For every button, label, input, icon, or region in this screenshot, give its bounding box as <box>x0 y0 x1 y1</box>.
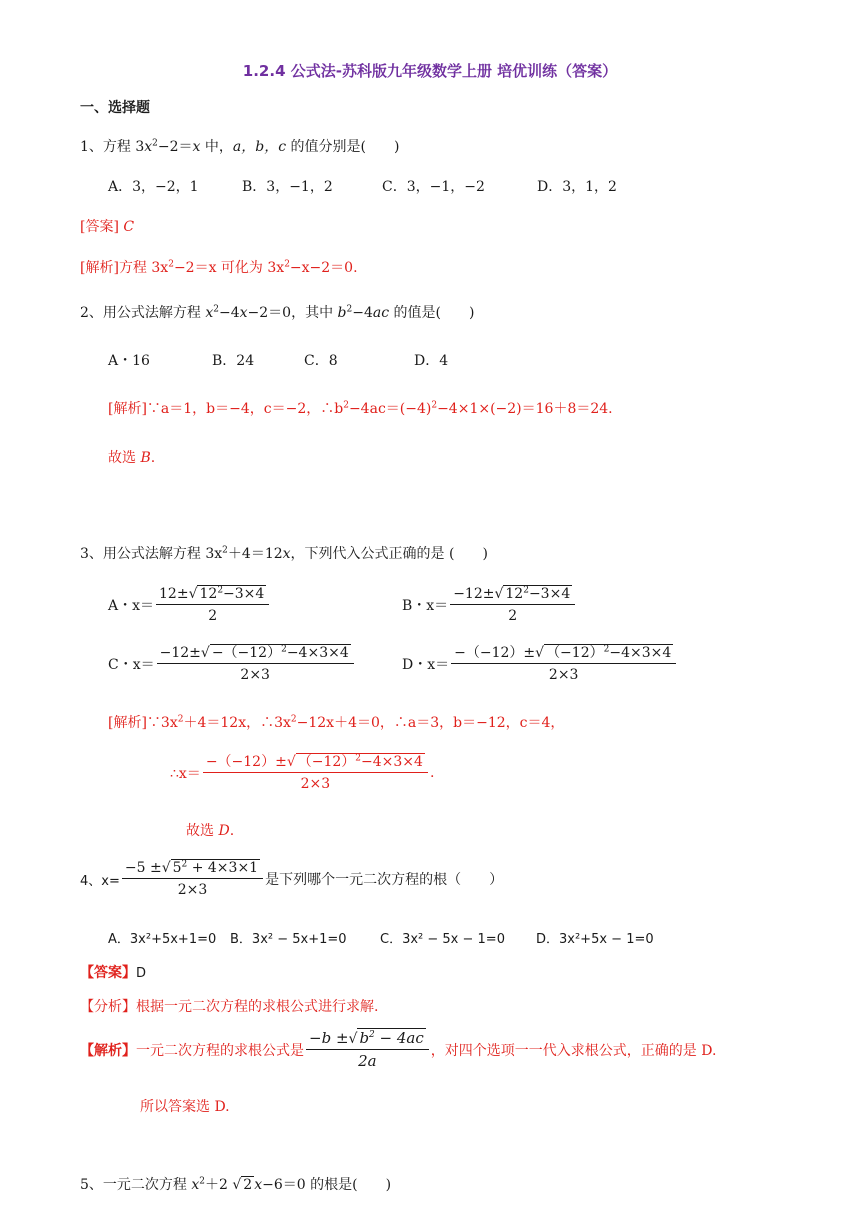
question-5-stem: 5、一元二次方程 $x^2+2$ √ 2 x−6＝0 的根是( ) <box>80 1176 392 1193</box>
question-1-answer: [答案] C <box>80 219 135 235</box>
question-3-analysis: [解析]$\because 3x^2+4=12x$，$\therefore 3x^2-12x+4=0$，∴a＝3，b＝−12，c＝4， <box>108 714 565 731</box>
question-3-option-c: C・x＝ $\frac{-12\pm√ -(-12)^2-4\times 3\times 4}{2\times 3}$ <box>108 645 356 683</box>
question-4-stem: 4、x= $\frac{-5 \pm√ 5^2 + 4\times 3\times 1}{2\times 3}$ 是下列哪个一元二次方程的根（ ） <box>80 859 504 898</box>
question-1-options <box>108 176 617 196</box>
question-4-options <box>108 928 654 947</box>
option-b: B．3x² − 5x+1=0 <box>230 932 347 947</box>
question-2-analysis: [解析]∵a＝1，b＝−4，c＝−2，$\therefore b^2-4ac=(-4)^2-4\times 1\times(-2)=16+8=24$. <box>108 400 613 417</box>
question-4-analysis: 【分析】根据一元二次方程的求根公式进行求解. <box>80 999 379 1015</box>
question-3-option-a: A・x＝ $\frac{12\pm√ 12^2-3\times 4}{2}$ <box>108 586 271 624</box>
option-d: D．4 <box>414 353 449 369</box>
section-heading: 一、选择题 <box>80 100 150 116</box>
option-d: D．3，1，2 <box>537 179 617 195</box>
question-3-choice: 故选 D. <box>186 823 235 839</box>
option-c: C．8 <box>304 353 338 369</box>
option-a: A．3x²+5x+1=0 <box>108 932 217 947</box>
question-2-stem: 2、用公式法解方程 $x^2-4x-2=0$，其中 $b^2-4ac$ 的值是( ) <box>80 304 475 321</box>
option-a: A・16 <box>108 353 150 369</box>
question-3-option-b: B・x＝ $\frac{-12\pm√ 12^2-3\times 4}{2}$ <box>402 586 577 624</box>
question-3-stem: 3、用公式法解方程 $3x^2+4=12x$，下列代入公式正确的是 ( ) <box>80 545 488 562</box>
option-a: A．3，−2，1 <box>108 179 199 195</box>
question-3-option-d: D・x＝ $\frac{-(-12)\pm√ (-12)^2-4\times 3\times 4}{2\times 3}$ <box>402 645 678 683</box>
question-3-formula: ∴x＝ $\frac{-(-12)\pm√ (-12)^2-4\times 3\times 4}{2\times 3}$ . <box>170 753 435 792</box>
question-1-analysis: [解析]方程 $3x^2-2=x$ 可化为 $3x^2-x-2=0$. <box>80 259 358 276</box>
question-1-stem: 1、方程 $3x^2-2=x$ 中，a，b，c 的值分别是( ) <box>80 138 400 155</box>
question-2-options <box>108 350 448 370</box>
option-c: C．3，−1，−2 <box>382 179 485 195</box>
question-2-choice: 故选 B. <box>108 450 156 466</box>
question-4-final: 所以答案选 D. <box>140 1099 230 1115</box>
question-4-solution: 【解析】 一元二次方程的求根公式是 $\frac{-b \pm√ b^2 - 4ac}{2a}$ ，对四个选项一一代入求根公式，正确的是 D. <box>80 1029 717 1070</box>
question-4-answer: 【答案】D <box>80 965 147 981</box>
page-title: 1.2.4 公式法-苏科版九年级数学上册 培优训练（答案） <box>242 62 618 80</box>
option-c: C．3x² − 5x − 1=0 <box>380 932 505 947</box>
option-b: B．24 <box>212 353 255 369</box>
option-b: B．3，−1，2 <box>242 179 333 195</box>
option-d: D．3x²+5x − 1=0 <box>536 932 654 947</box>
